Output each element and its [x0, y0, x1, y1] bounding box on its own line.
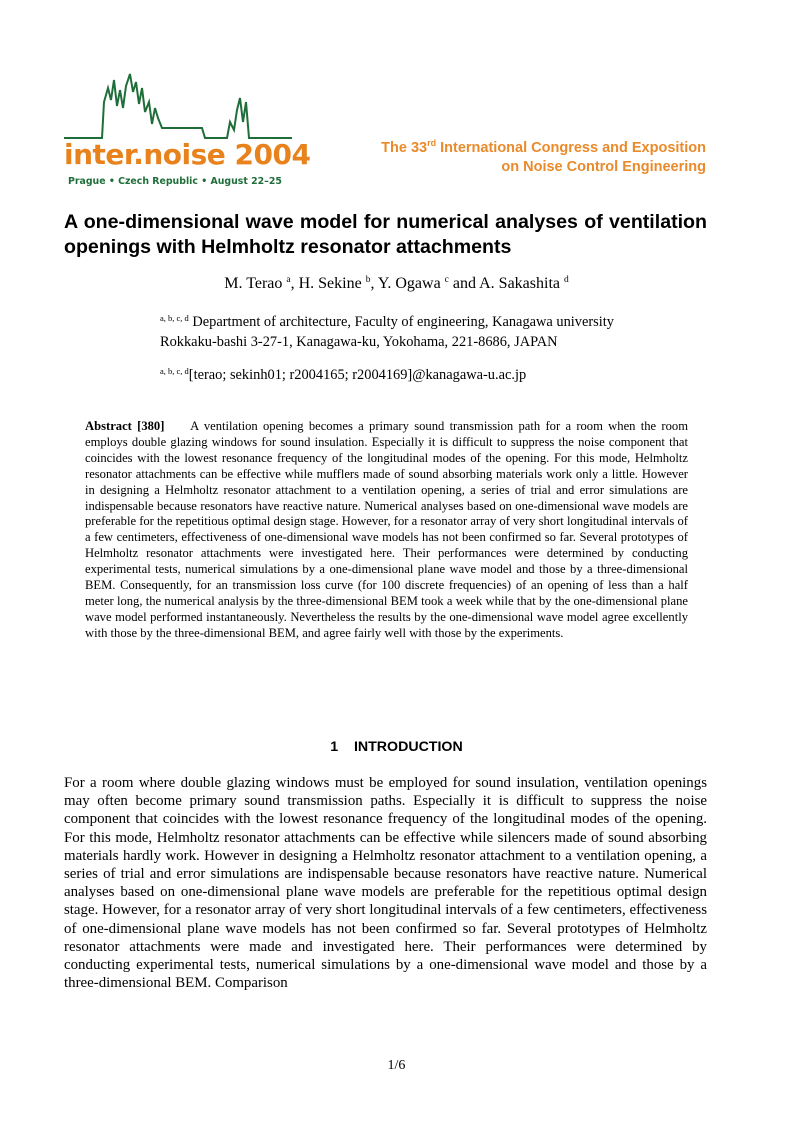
abstract-text: A ventilation opening becomes a primary sound transmission path for a room when the room employs double glazing windows for sound insulation. Especially it is difficult to suppress the noise component that coincides with the lowest resonance frequency of the longitudinal modes of the opening. For this mode, Helmholtz resonator attachments can be effective while mufflers made of sound absorbing materials work only a little. However in designing a Helmholtz resonator attachment to a ventilation opening, a series of trial and error simulations are indispensable because resonators have reactive nature. Numerical analyses based on one-dimensional wave models are preferable for the repetitious optimal design stage. However, for a resonator array of very short longitudinal intervals of a few centimeters, effectiveness of one-dimensional wave models has not been confirmed so far. Several prototypes of Helmholtz resonator attachments were investigated here. Their performances were determined by conducting experimental tests, numerical simulations by a one-dimensional plane wave model and those by a three-dimensional BEM. Consequently, for an transmission loss curve (for 100 discrete frequencies) of an opening of less than a half meter long, the numerical analysis by the three-dimensional BEM took a week while that by the one-dimensional plane wave model performed instantaneously. Nevertheless the results by the one-dimensional wave model agree excellently with those by the three-dimensional BEM, and agree fairly well with those by the experiments. — [85, 419, 688, 640]
author: H. Sekine — [298, 275, 362, 292]
email-address: [terao; sekinh01; r2004165; r2004169]@kanagawa-u.ac.jp — [188, 367, 527, 383]
congress-line-1: The 33rd International Congress and Exposition — [381, 138, 706, 156]
section-heading: 1 INTRODUCTION — [330, 739, 463, 755]
author: M. Terao — [224, 275, 283, 292]
author-sup: b — [365, 275, 371, 285]
author-list: M. Terao $^a$, H. Sekine $^b$, Y. Ogawa $^c$ and A. Sakashita $^d$ — [224, 275, 569, 292]
author: Y. Ogawa — [377, 275, 441, 292]
skyline-icon — [62, 72, 294, 142]
congress-title — [381, 139, 706, 177]
affiliation — [160, 312, 720, 352]
author-sup: a — [286, 275, 291, 285]
affiliation-sup: a, b, c, d — [160, 313, 189, 323]
author-emails — [160, 367, 720, 384]
page-number: 1/6 — [387, 1058, 406, 1073]
affiliation-line-2: Rokkaku-bashi 3-27-1, Kanagawa-ku, Yokohama, 221-8686, JAPAN — [160, 334, 558, 350]
conference-logo — [62, 72, 311, 192]
paper-title: A one-dimensional wave model for numerical analyses of ventilation openings with Helmholtz resonator attachments — [64, 211, 707, 258]
email-sup: a, b, c, d — [160, 366, 189, 376]
congress-line-2: on Noise Control Engineering — [501, 159, 706, 175]
abstract-label: Abstract [380] — [85, 419, 165, 433]
author: A. Sakashita — [479, 275, 560, 292]
abstract — [85, 419, 688, 642]
introduction-text: For a room where double glazing windows must be employed for sound insulation, ventilation openings may often become primary sound transmission paths. Especially it is difficult to suppress the noise component that coincides with the lowest resonance frequency of the longitudinal modes of the opening. For this mode, Helmholtz resonator attachments can be effective while silencers made of sound absorbing materials hardly work. However in designing a Helmholtz resonator attachment to a ventilation opening, a series of trial and error simulations are indispensable because resonators have reactive nature. Numerical analyses based on one-dimensional plane wave models are preferable for the repetitious optimal design stage. However, for a resonator array of very short longitudinal intervals of a few centimeters, effectiveness of one-dimensional plane wave models has not been confirmed so far. Several prototypes of Helmholtz resonator attachments were made and investigated here. Their performances were determined by conducting experimental tests, numerical simulations by a one-dimensional wave model and those by a three-dimensional BEM. Comparison — [64, 775, 707, 992]
affiliation-line-1: Department of architecture, Faculty of engineering, Kanagawa university — [192, 314, 614, 330]
logo-subtitle: Prague • Czech Republic • August 22–25 — [68, 176, 282, 187]
author-sup: c — [444, 275, 449, 285]
author-sup: d — [563, 275, 569, 285]
logo-wordmark: inter.noise 2004 — [64, 138, 311, 171]
